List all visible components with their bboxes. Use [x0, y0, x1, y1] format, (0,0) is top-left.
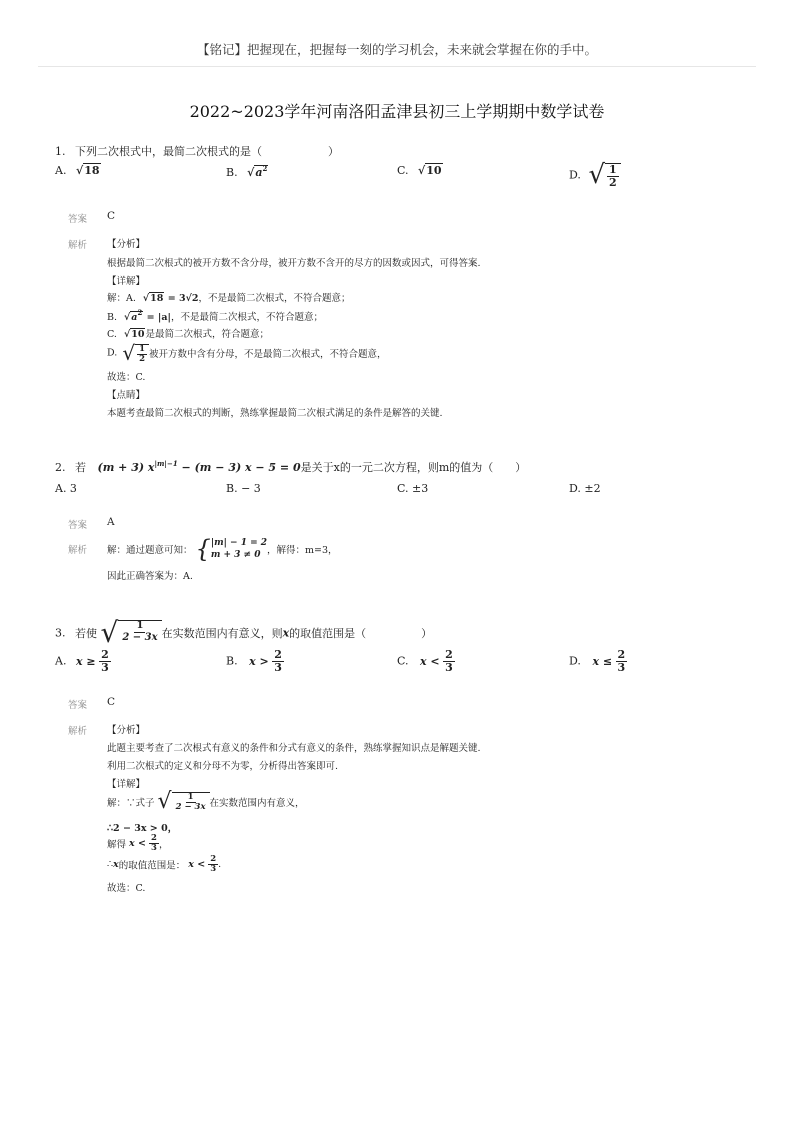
q3-heading-xiangjie: 【详解】: [107, 779, 146, 790]
q1-heading-dianjing: 【点睛】: [107, 390, 146, 401]
q2-answer-value: A: [107, 516, 115, 528]
q3-conclusion: 故选：C.: [107, 883, 146, 894]
q1-option-a: A. √18: [55, 164, 100, 177]
q3-answer-label: 答案: [68, 700, 88, 711]
q1-step-a: 解：A. √18 = 3√2，不是最简二次根式，不符合题意；: [107, 293, 351, 304]
q3-step-4: ∴x的取值范围是： x < $\frac{2}{3}$ .: [107, 854, 222, 874]
q2-equation: (m + 3) $x^{|m|-1} - (m - 3) x - 5 = 0$: [97, 459, 301, 474]
header-motto: 【铭记】把握现在，把握每一刻的学习机会，未来就会掌握在你的手中。: [196, 42, 597, 57]
q3-option-a: A. x ≥ $\frac{2}{3}$: [55, 648, 109, 674]
q1-heading-xiangjie: 【详解】: [107, 276, 146, 287]
q1-option-a-value: 18: [84, 164, 100, 177]
q2-option-c: C. ±3: [397, 482, 429, 495]
q1-stem-line: [55, 143, 339, 159]
q1-option-b: B. $√a^2$: [226, 164, 268, 179]
q2-number: 2.: [55, 461, 66, 474]
q2-conclusion: 因此正确答案为：A.: [107, 571, 193, 582]
q2-answer-label: 答案: [68, 520, 88, 531]
q1-comment: 本题考查最简二次根式的判断，熟练掌握最简二次根式满足的条件是解答的关键.: [107, 408, 443, 419]
q2-option-a: A. 3: [55, 482, 77, 495]
q1-step-d: D. √ $\frac{1}{2}$ 被开方数中含有分母，不是最简二次根式，不符合题意，: [107, 341, 387, 365]
q3-option-d: D. x ≤ $\frac{2}{3}$: [569, 648, 626, 674]
q3-step-1: 解：∵式子 √ $\frac{1}{2 - 3x}$ 在实数范围内有意义，: [107, 789, 305, 814]
q1-analysis-line1: 根据最简二次根式的被开方数不含分母，被开方数不含开的尽方的因数或因式，可得答案.: [107, 258, 481, 269]
q1-heading-fenxi: 【分析】: [107, 239, 146, 250]
q1-answer-label: 答案: [68, 214, 88, 225]
q1-step-b: B. $√a^2 = |a|$，不是最简二次根式，不符合题意；: [107, 308, 323, 323]
q3-analysis-line2: 利用二次根式的定义和分母不为零，分析得出答案即可.: [107, 761, 339, 772]
q1-conclusion: 故选：C.: [107, 372, 146, 383]
q2-stem-line: 2. 若 (m + 3) $x^{|m|-1} - (m - 3) x - 5 = 0$是关于x的一元二次方程，则m的值为（ ）: [55, 459, 527, 474]
q3-analysis-label: 解析: [68, 726, 88, 737]
header-divider: [38, 66, 756, 67]
q3-step-3: 解得 x < $\frac{2}{3}$ ，: [107, 833, 169, 853]
q1-analysis-label: 解析: [68, 240, 88, 251]
q2-analysis-system: 解：通过题意可知： { |m| − 1 = 2 m + 3 ≠ 0 ，解得：m=3，: [107, 535, 338, 563]
page-title: 2022~2023学年河南洛阳孟津县初三上学期期中数学试卷: [189, 102, 605, 121]
q1-step-c: C. √10是最简二次根式，符合题意；: [107, 329, 269, 340]
q1-answer-value: C: [107, 210, 116, 222]
q3-number: 3.: [55, 626, 66, 640]
q3-option-b: B. x > $\frac{2}{3}$: [226, 648, 282, 674]
q1-option-d: D. √ $\frac{1}{2}$: [569, 160, 621, 190]
q2-analysis-label: 解析: [68, 545, 88, 556]
q2-option-d: D. ±2: [569, 482, 601, 495]
q2-option-b: B. − 3: [226, 482, 261, 495]
q1-number: 1.: [55, 145, 66, 158]
q3-stem-line: 3. 若使 √ $\frac{1}{2 - 3x}$ 在实数范围内有意义，则x的取值范围是（ ）: [55, 616, 433, 649]
q3-answer-value: C: [107, 696, 116, 708]
q3-analysis-line1: 此题主要考查了二次根式有意义的条件和分式有意义的条件，熟练掌握知识点是解题关键.: [107, 743, 481, 754]
q1-stem: 下列二次根式中，最简二次根式的是（ ）: [75, 145, 339, 158]
q1-option-c: C. √10: [397, 164, 442, 177]
q3-step-2: ∴2 − 3x > 0，: [107, 823, 178, 834]
q3-option-c: C. x < $\frac{2}{3}$: [397, 648, 453, 674]
q3-heading-fenxi: 【分析】: [107, 725, 146, 736]
